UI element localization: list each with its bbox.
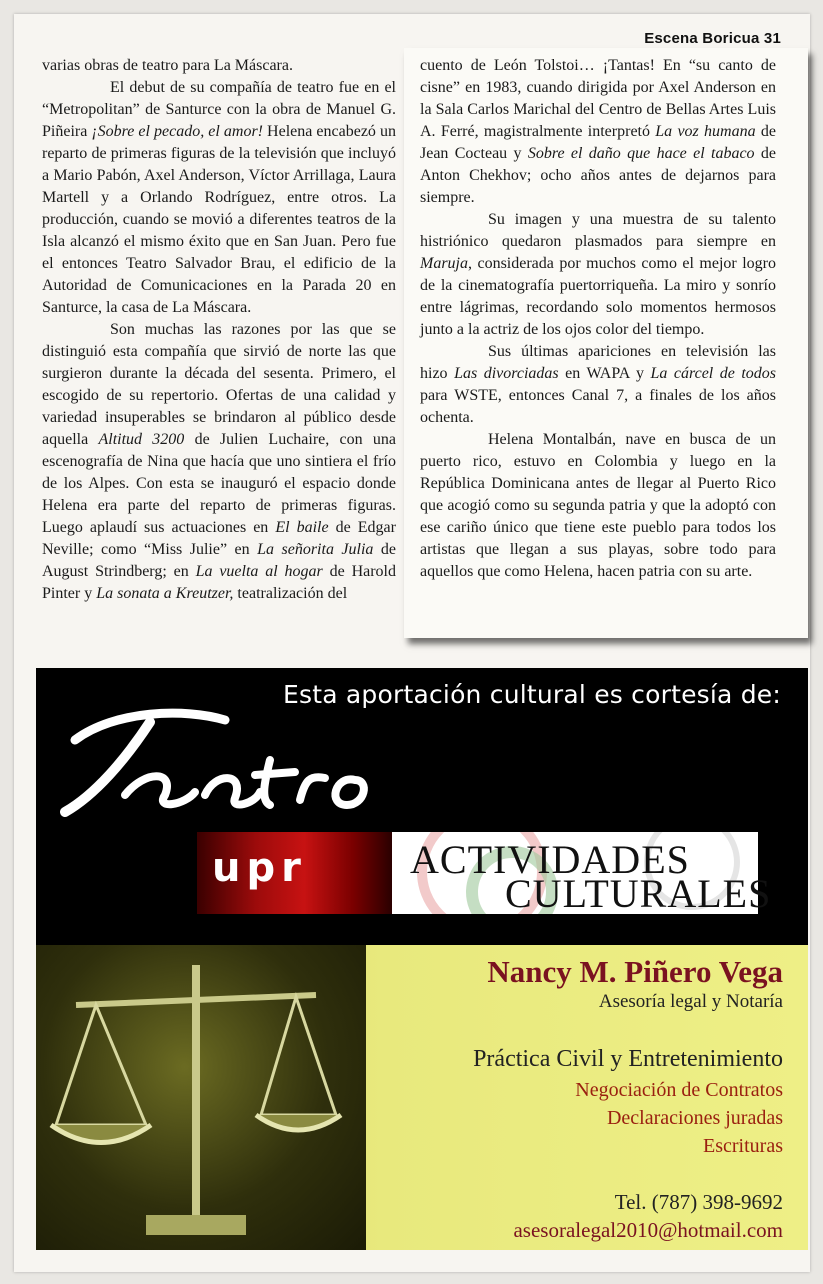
scales-of-justice-image — [36, 945, 366, 1250]
phone-number: Tel. (787) 398-9692 — [614, 1190, 783, 1214]
culturales-text: CULTURALES — [505, 871, 772, 916]
show-title: Las divorciadas — [454, 365, 559, 382]
practice-heading: Práctica Civil y Entretenimiento — [473, 1046, 783, 1072]
film-title: Maruja — [420, 255, 468, 272]
play-title: La sonata a Kreutzer, — [96, 585, 234, 602]
actividades-text: ACTIVIDADES — [410, 837, 690, 882]
play-title: ¡Sobre el pecado, el amor! — [91, 123, 263, 140]
running-header: Escena Boricua 31 — [644, 30, 781, 47]
play-title: Altitud 3200 — [98, 431, 185, 448]
scales-icon — [36, 945, 366, 1250]
upr-logo-text: upr — [212, 845, 307, 891]
paragraph: Helena Montalbán, nave en busca de un puerto rico, estuvo en Colombia y luego en la República Dominicana antes de llegar al Puerto Rico que acogió como su segunda patria y que la adoptó con ese cariño único que tiene este pueblo para todos los artistas que llegan a sus playas, sobre todo para aquellos que como Helena, hacen patria con su arte. — [420, 431, 776, 580]
courtesy-caption: Esta aportación cultural es cortesía de: — [283, 680, 781, 709]
teatro-script-logo — [55, 700, 385, 830]
play-title: La voz humana — [655, 123, 756, 140]
service-item: Escrituras — [703, 1135, 783, 1157]
paragraph: varias obras de teatro para La Máscara. — [42, 57, 293, 74]
logo-script-text: Teatro — [55, 700, 58, 701]
lawyer-name: Nancy M. Piñero Vega — [487, 954, 783, 989]
paragraph: Su imagen y una muestra de su talento histriónico quedaron plasmados para siempre en Maruja, considerada por muchos como el mejor logro de la cinematografía puertorriqueña. La miro y sonrío entre lágrimas, recordando solo momentos hermosos junto a la actriz de los ojos color del tiempo. — [420, 211, 776, 338]
right-column — [420, 55, 776, 583]
play-title: El baile — [275, 519, 329, 536]
show-title: La cárcel de todos — [650, 365, 777, 382]
paragraph: Son muchas las razones por las que se distinguió esta compañía que sirvió de norte las que surgieron durante la década del sesenta. Primero, el escogido de su repertorio. Ofertas de una calidad y variedad insuperables se brindaron al público desde aquella Altitud 3200 de Julien Luchaire, con una escenografía de Nina que hacía que uno sintiera el frío de los Alpes. Con esta se inauguró el espacio donde Helena era parte del reparto de primeras figuras. Luego aplaudí sus actuaciones en El baile de Edgar Neville; como “Miss Julie” en La señorita Julia de August Strindberg; en La vuelta al hogar de Harold Pinter y La sonata a Kreutzer, teatralización del — [42, 321, 397, 602]
lawyer-subtitle: Asesoría legal y Notaría — [598, 991, 783, 1012]
left-column — [42, 55, 396, 605]
play-title: La señorita Julia — [257, 541, 374, 558]
paragraph: El debut de su compañía de teatro fue en el “Metropolitan” de Santurce con la obra de Manuel G. Piñeira ¡Sobre el pecado, el amor! Helena encabezó un reparto de primeras figuras de la televisión que incluyó a Mario Pabón, Axel Anderson, Víctor Arrillaga, Laura Martell y a Orlando Rodríguez, entre otros. La producción, cuando se movió a diferentes teatros de la Isla alcanzó el mismo éxito que en San Juan. Pero fue el entonces Teatro Salvador Brau, el edificio de la Autoridad de Comunicaciones en la Parada 20 en Santurce, la casa de La Máscara. — [42, 79, 396, 316]
service-item: Declaraciones juradas — [606, 1107, 783, 1129]
paragraph: cuento de León Tolstoi… ¡Tantas! En “su canto de cisne” en 1983, cuando dirigida por Axel Anderson en la Sala Carlos Marichal del Centro de Bellas Artes Luis A. Ferré, magistralmente interpretó La voz humana de Jean Cocteau y Sobre el daño que hace el tabaco de Anton Chekhov; ocho años antes de dejarnos para siempre. — [420, 57, 776, 206]
service-item: Negociación de Contratos — [575, 1079, 783, 1101]
paragraph: Sus últimas apariciones en televisión las hizo Las divorciadas en WAPA y La cárcel de todos para WSTE, entonces Canal 7, a finales de los años ochenta. — [420, 343, 777, 426]
play-title: La vuelta al hogar — [195, 563, 323, 580]
email-address: asesoralegal2010@hotmail.com — [513, 1218, 783, 1242]
play-title: Sobre el daño que hace el tabaco — [527, 145, 755, 162]
